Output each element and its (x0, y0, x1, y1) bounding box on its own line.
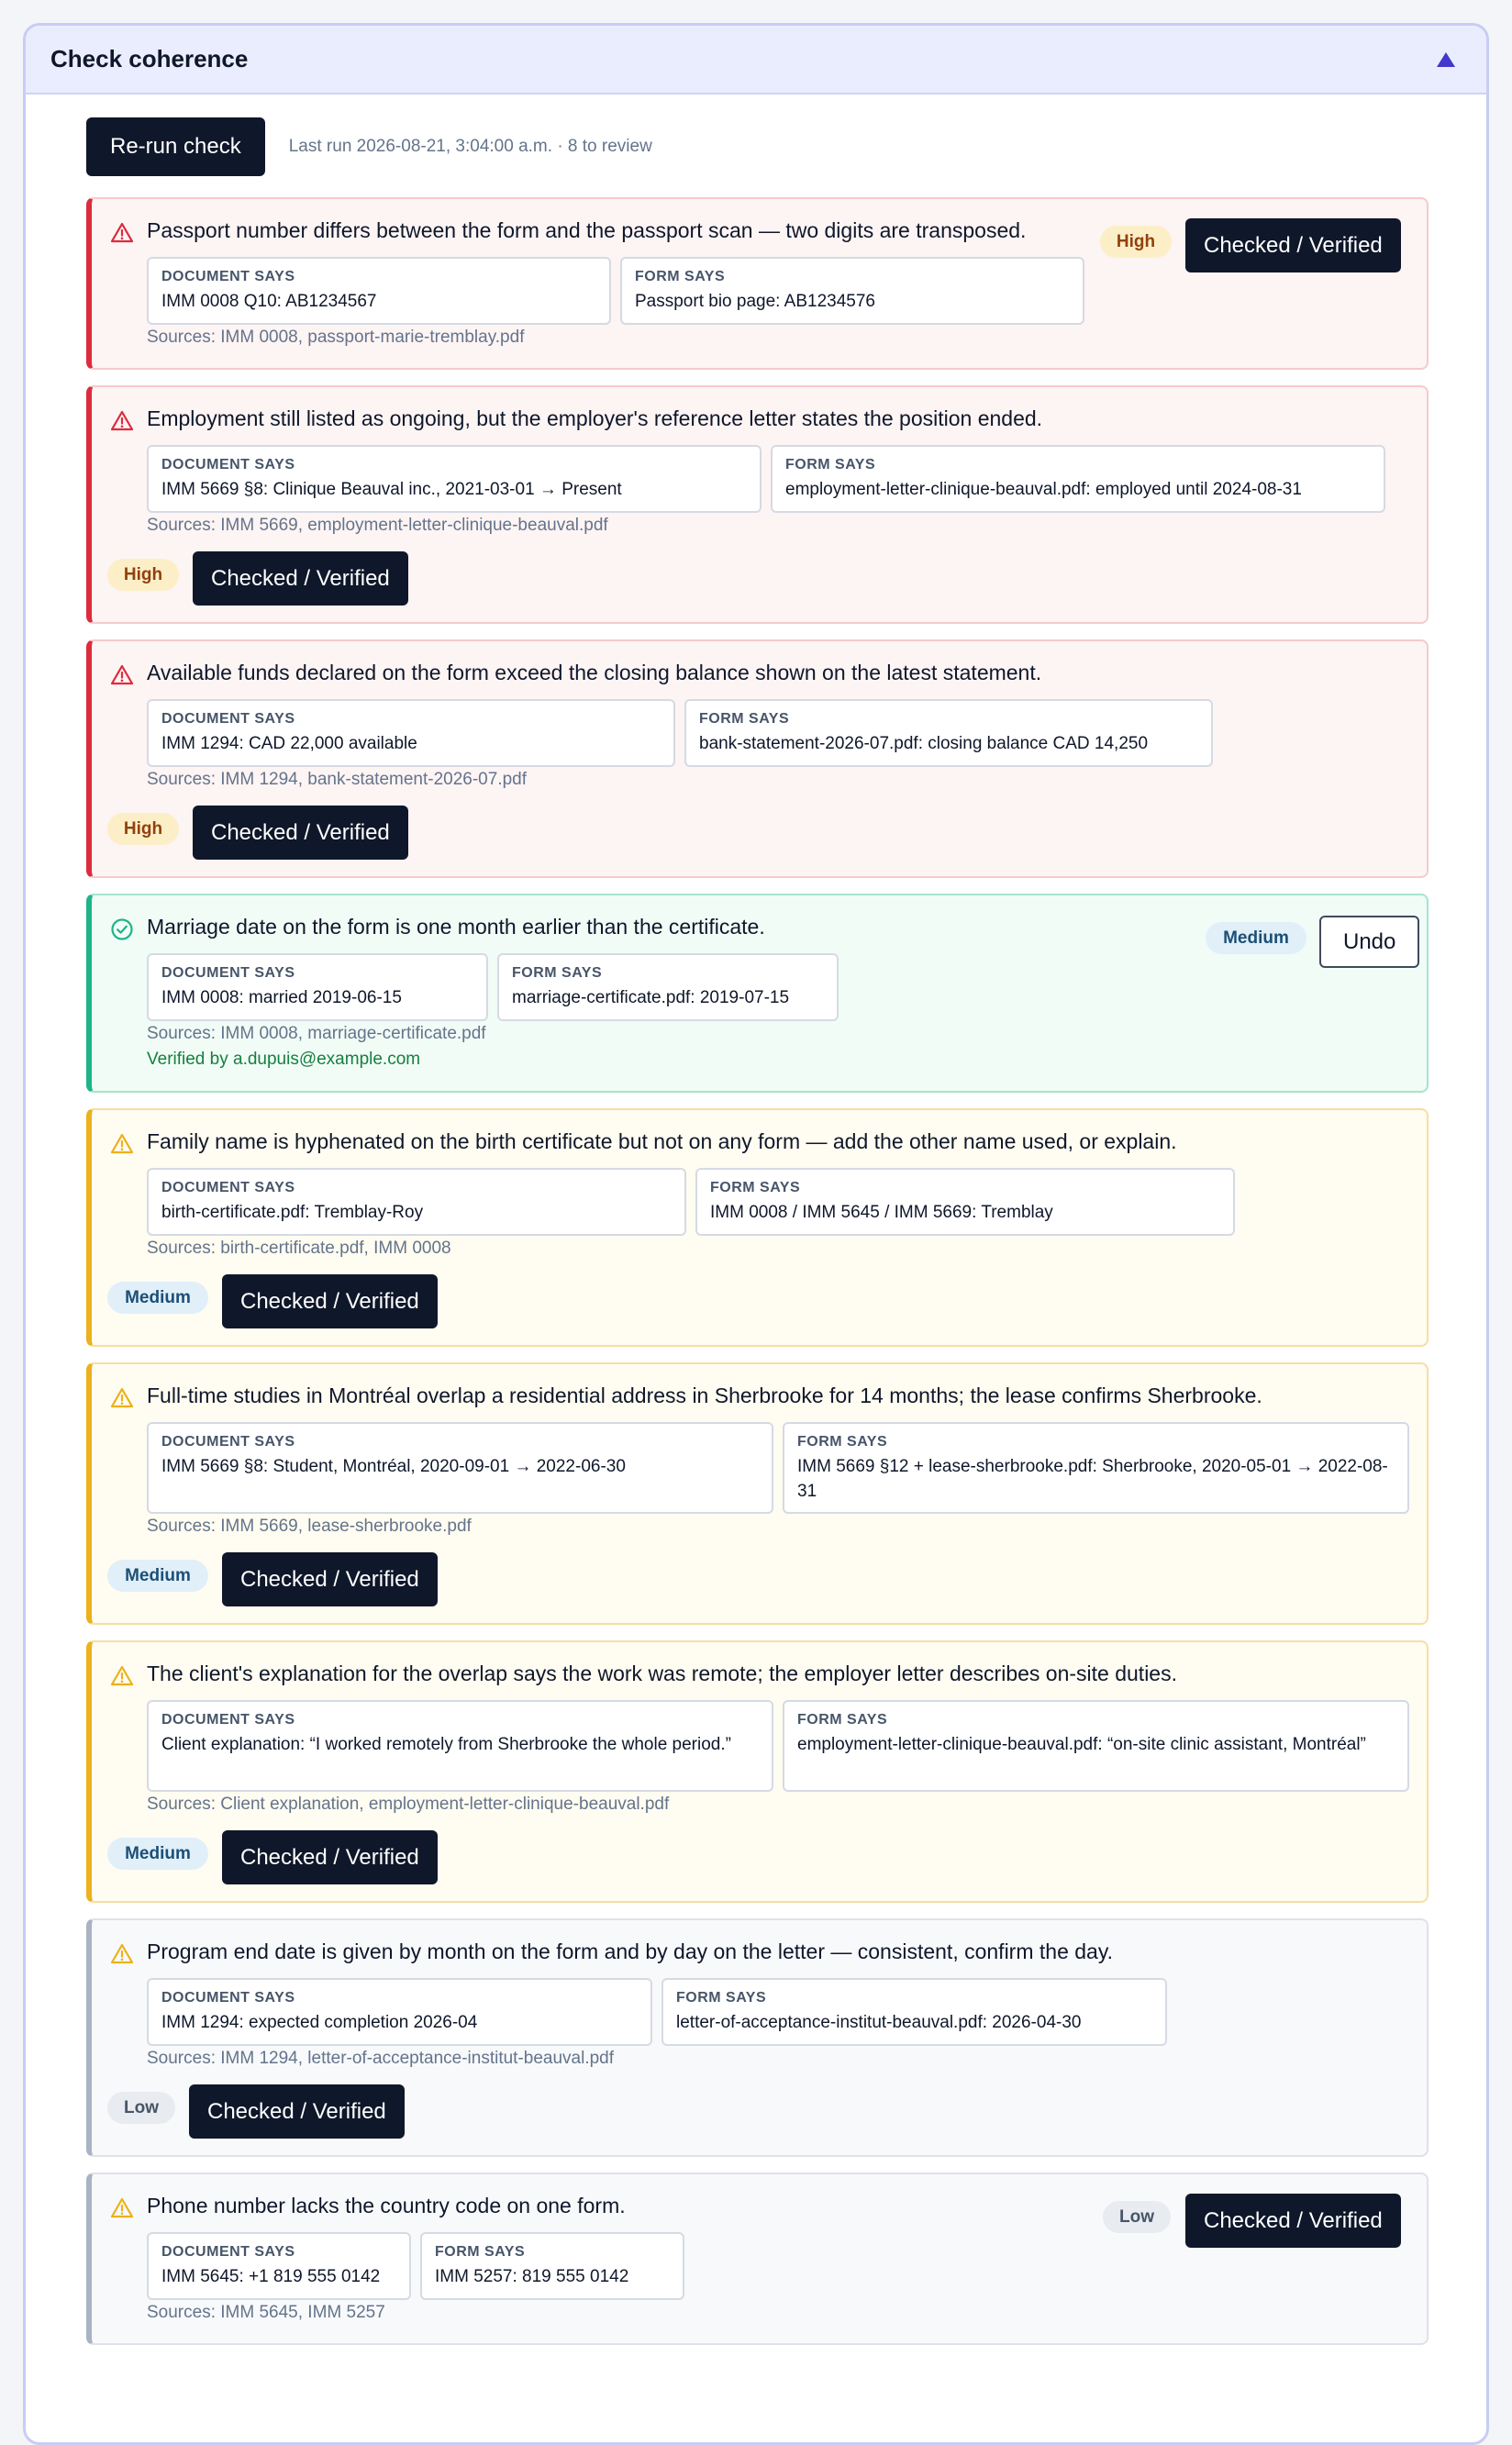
checked-verified-button[interactable]: Checked / Verified (1185, 218, 1401, 272)
warning-triangle-icon (110, 663, 134, 687)
severity-badge: High (107, 559, 179, 591)
document-says-box (147, 699, 675, 767)
issue-sources: Sources: IMM 5669, employment-letter-clinique-beauval.pdf (147, 516, 608, 535)
form-says-value: letter-of-acceptance-institut-beauval.pdf: 2026-04-30 (676, 2013, 1082, 2032)
issue-card (86, 1362, 1429, 1625)
document-says-label: DOCUMENT SAYS (161, 1712, 295, 1728)
warning-triangle-icon (110, 1942, 134, 1966)
document-says-value: IMM 1294: expected completion 2026-04 (161, 2013, 478, 2032)
checked-verified-button[interactable]: Checked / Verified (193, 806, 408, 860)
form-says-box (783, 1422, 1409, 1514)
form-says-label: FORM SAYS (797, 1434, 888, 1450)
form-says-box (695, 1168, 1235, 1236)
issue-message: Employment still listed as ongoing, but the employer's reference letter states the position ended. (147, 406, 1043, 430)
document-says-box (147, 445, 762, 513)
severity-badge: High (1100, 226, 1172, 258)
issue-sources: Sources: Client explanation, employment-letter-clinique-beauval.pdf (147, 1795, 670, 1814)
document-says-label: DOCUMENT SAYS (161, 457, 295, 472)
document-says-box (147, 1422, 773, 1514)
form-says-label: FORM SAYS (512, 965, 603, 981)
form-says-value: IMM 0008 / IMM 5645 / IMM 5669: Tremblay (710, 1203, 1053, 1222)
issue-message: Program end date is given by month on the form and by day on the letter — consistent, confirm the day. (147, 1939, 1114, 1963)
issue-sources: Sources: IMM 5669, lease-sherbrooke.pdf (147, 1517, 472, 1536)
severity-badge: Medium (107, 1838, 208, 1870)
panel-body (26, 94, 1486, 2345)
warning-triangle-icon (110, 1132, 134, 1156)
toolbar (86, 117, 1426, 176)
severity-badge: Medium (107, 1282, 208, 1314)
issue-message: Marriage date on the form is one month earlier than the certificate. (147, 915, 765, 939)
check-circle-icon (110, 917, 134, 941)
document-says-label: DOCUMENT SAYS (161, 711, 295, 727)
issue-card-verified (86, 894, 1429, 1093)
severity-badge: Low (1103, 2201, 1171, 2233)
undo-button[interactable]: Undo (1319, 916, 1419, 968)
document-says-label: DOCUMENT SAYS (161, 269, 295, 284)
issue-sources: Sources: IMM 0008, passport-marie-tremblay.pdf (147, 328, 525, 347)
document-says-box (147, 2232, 411, 2300)
document-says-value: IMM 0008: married 2019-06-15 (161, 988, 402, 1007)
document-says-box (147, 953, 488, 1021)
checked-verified-button[interactable]: Checked / Verified (222, 1552, 438, 1606)
issue-sources: Sources: IMM 0008, marriage-certificate.pdf (147, 1024, 486, 1043)
document-says-box (147, 1978, 652, 2046)
issue-message: Family name is hyphenated on the birth certificate but not on any form — add the other name used, or explain. (147, 1129, 1177, 1153)
issue-message: Available funds declared on the form exceed the closing balance shown on the latest statement. (147, 661, 1042, 684)
document-says-label: DOCUMENT SAYS (161, 965, 295, 981)
form-says-value: employment-letter-clinique-beauval.pdf: employed until 2024-08-31 (785, 480, 1302, 499)
issue-card (86, 2173, 1429, 2345)
issue-message: Full-time studies in Montréal overlap a residential address in Sherbrooke for 14 months; the lease confirms Sherbrooke. (147, 1384, 1262, 1407)
warning-triangle-icon (110, 1386, 134, 1410)
verified-by: Verified by a.dupuis@example.com (147, 1050, 421, 1069)
issue-card (86, 639, 1429, 878)
form-says-label: FORM SAYS (785, 457, 876, 472)
form-says-value: marriage-certificate.pdf: 2019-07-15 (512, 988, 790, 1007)
chevron-up-icon[interactable] (1429, 43, 1462, 76)
form-says-label: FORM SAYS (699, 711, 790, 727)
form-says-label: FORM SAYS (710, 1180, 801, 1195)
form-says-box (783, 1700, 1409, 1792)
document-says-box (147, 257, 611, 325)
panel-title: Check coherence (50, 45, 249, 72)
document-says-value: IMM 1294: CAD 22,000 available (161, 734, 417, 753)
form-says-box (620, 257, 1084, 325)
check-coherence-panel (23, 23, 1489, 2445)
form-says-value: IMM 5669 §12 + lease-sherbrooke.pdf: Sherbrooke, 2020-05-01 → 2022-08-31 (797, 1457, 1388, 1501)
issue-message: Passport number differs between the form and the passport scan — two digits are transposed. (147, 218, 1027, 242)
document-says-value: IMM 5669 §8: Clinique Beauval inc., 2021-03-01 → Present (161, 480, 622, 499)
issue-card (86, 1640, 1429, 1903)
document-says-label: DOCUMENT SAYS (161, 2244, 295, 2260)
form-says-value: Passport bio page: AB1234576 (635, 292, 875, 311)
form-says-label: FORM SAYS (797, 1712, 888, 1728)
document-says-value: birth-certificate.pdf: Tremblay-Roy (161, 1203, 424, 1222)
issue-sources: Sources: IMM 1294, bank-statement-2026-07.pdf (147, 770, 528, 789)
form-says-value: bank-statement-2026-07.pdf: closing balance CAD 14,250 (699, 734, 1149, 753)
document-says-label: DOCUMENT SAYS (161, 1434, 295, 1450)
form-says-box (771, 445, 1385, 513)
issue-card (86, 1918, 1429, 2157)
checked-verified-button[interactable]: Checked / Verified (193, 551, 408, 606)
warning-triangle-icon (110, 1664, 134, 1688)
issue-card (86, 1108, 1429, 1347)
severity-badge: Low (107, 2092, 175, 2124)
document-says-box (147, 1700, 773, 1792)
form-says-box (684, 699, 1213, 767)
last-run-status: Last run 2026-08-21, 3:04:00 a.m. · 8 to review (288, 137, 652, 156)
severity-badge: High (107, 813, 179, 845)
severity-badge: Medium (107, 1560, 208, 1592)
form-says-box (497, 953, 839, 1021)
checked-verified-button[interactable]: Checked / Verified (1185, 2194, 1401, 2248)
issue-card (86, 385, 1429, 624)
issue-sources: Sources: IMM 5645, IMM 5257 (147, 2303, 385, 2322)
issue-message: Phone number lacks the country code on one form. (147, 2194, 626, 2217)
issue-card (86, 197, 1429, 370)
warning-triangle-icon (110, 409, 134, 433)
issue-sources: Sources: IMM 1294, letter-of-acceptance-institut-beauval.pdf (147, 2049, 615, 2068)
document-says-value: IMM 5645: +1 819 555 0142 (161, 2267, 381, 2286)
checked-verified-button[interactable]: Checked / Verified (189, 2084, 405, 2139)
document-says-box (147, 1168, 686, 1236)
rerun-check-button[interactable]: Re-run check (86, 117, 265, 176)
document-says-value: IMM 5669 §8: Student, Montréal, 2020-09-01 → 2022-06-30 (161, 1457, 626, 1476)
checked-verified-button[interactable]: Checked / Verified (222, 1274, 438, 1328)
form-says-value: IMM 5257: 819 555 0142 (435, 2267, 629, 2286)
form-says-box (420, 2232, 684, 2300)
form-says-label: FORM SAYS (635, 269, 726, 284)
panel-header[interactable] (26, 26, 1486, 94)
issue-message: The client's explanation for the overlap says the work was remote; the employer letter describes on-site duties. (147, 1661, 1177, 1685)
issue-sources: Sources: birth-certificate.pdf, IMM 0008 (147, 1239, 451, 1258)
document-says-label: DOCUMENT SAYS (161, 1990, 295, 2006)
checked-verified-button[interactable]: Checked / Verified (222, 1830, 438, 1884)
document-says-value: Client explanation: “I worked remotely from Sherbrooke the whole period.” (161, 1735, 731, 1754)
warning-triangle-icon (110, 221, 134, 245)
form-says-value: employment-letter-clinique-beauval.pdf: “on-site clinic assistant, Montréal” (797, 1735, 1366, 1754)
severity-badge: Medium (1206, 922, 1306, 954)
form-says-label: FORM SAYS (435, 2244, 526, 2260)
document-says-value: IMM 0008 Q10: AB1234567 (161, 292, 377, 311)
form-says-box (662, 1978, 1167, 2046)
document-says-label: DOCUMENT SAYS (161, 1180, 295, 1195)
form-says-label: FORM SAYS (676, 1990, 767, 2006)
warning-triangle-icon (110, 2196, 134, 2220)
